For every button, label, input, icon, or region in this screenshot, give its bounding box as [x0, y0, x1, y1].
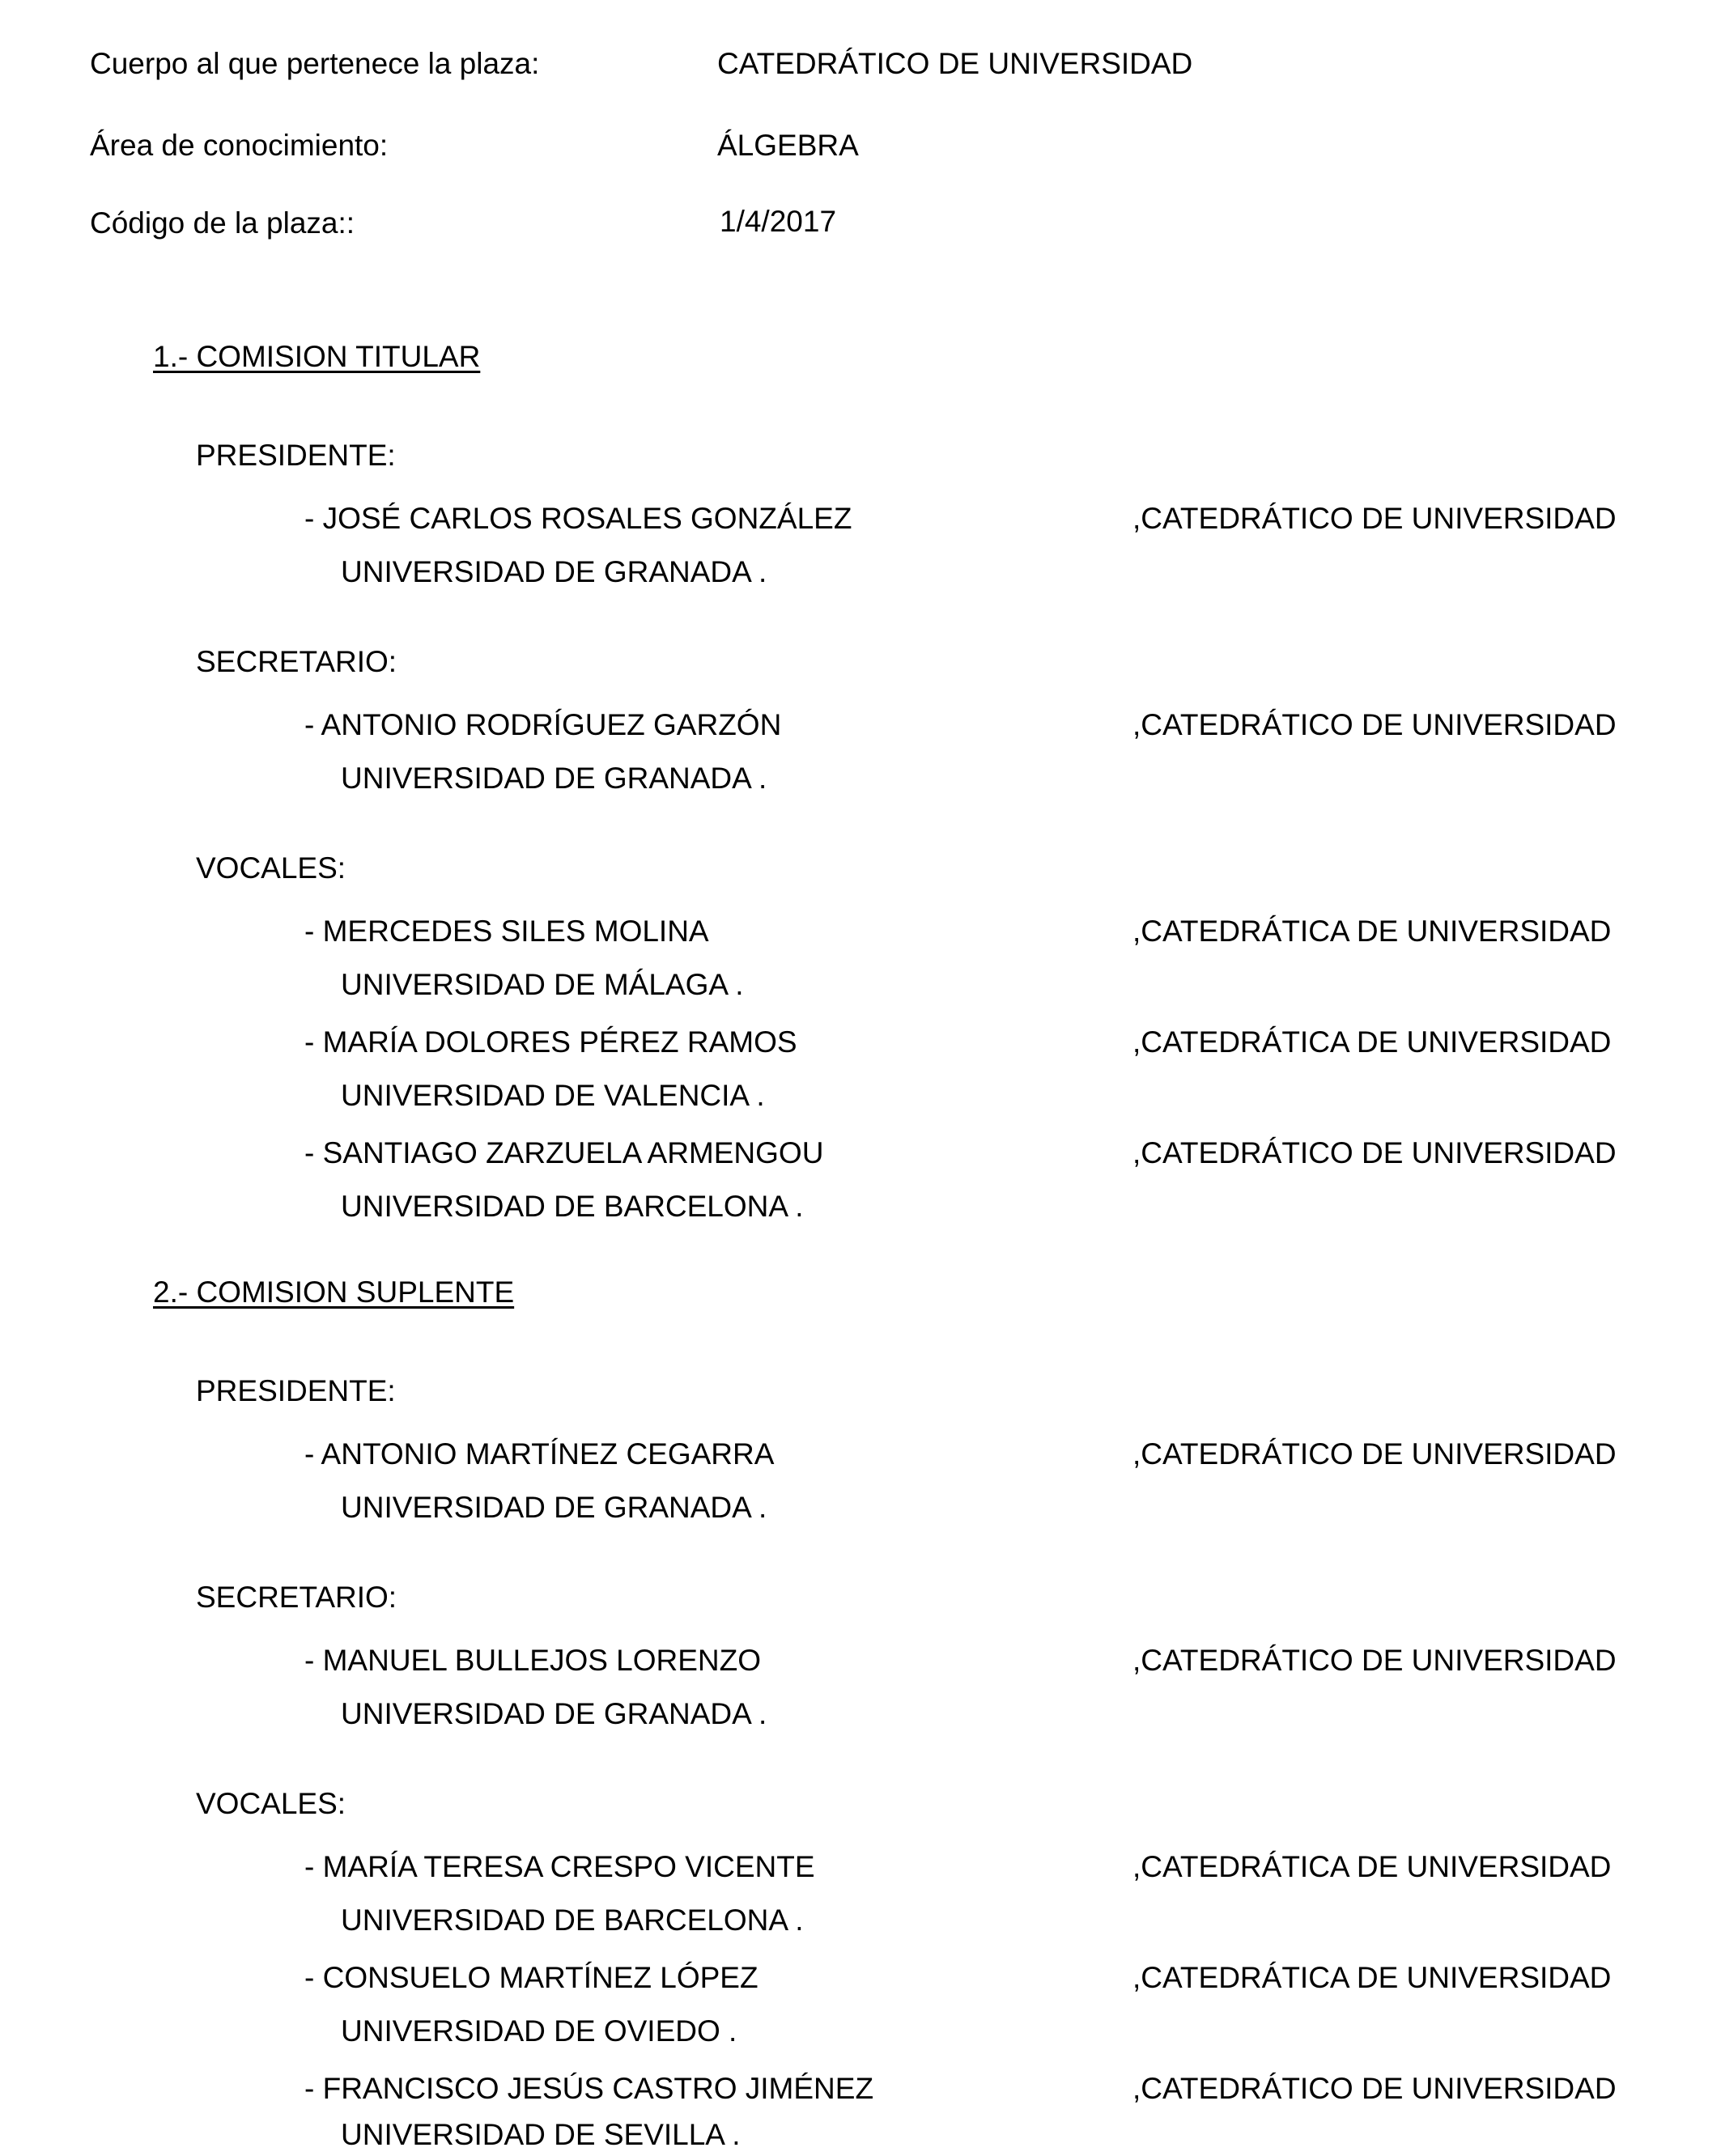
- suplente-heading: 2.- COMISION SUPLENTE: [153, 1275, 515, 1309]
- suplente-vocal-2-title: ,CATEDRÁTICA DE UNIVERSIDAD: [1132, 1961, 1612, 1994]
- titular-vocal-2-university: UNIVERSIDAD DE VALENCIA .: [341, 1079, 765, 1112]
- titular-secretario-name: - ANTONIO RODRÍGUEZ GARZÓN: [304, 708, 782, 741]
- titular-presidente-label: PRESIDENTE:: [196, 439, 396, 472]
- suplente-vocales-label: VOCALES:: [196, 1787, 346, 1820]
- suplente-vocal-2-name: - CONSUELO MARTÍNEZ LÓPEZ: [304, 1961, 759, 1994]
- suplente-presidente-university: UNIVERSIDAD DE GRANADA .: [341, 1491, 767, 1524]
- suplente-vocal-3-university: UNIVERSIDAD DE SEVILLA .: [341, 2118, 741, 2151]
- titular-vocal-3-university: UNIVERSIDAD DE BARCELONA .: [341, 1190, 804, 1223]
- titular-secretario-title: ,CATEDRÁTICO DE UNIVERSIDAD: [1132, 708, 1617, 741]
- titular-secretario-university: UNIVERSIDAD DE GRANADA .: [341, 762, 767, 795]
- titular-presidente-title: ,CATEDRÁTICO DE UNIVERSIDAD: [1132, 502, 1617, 535]
- titular-heading: 1.- COMISION TITULAR: [153, 340, 481, 373]
- titular-vocal-1-title: ,CATEDRÁTICA DE UNIVERSIDAD: [1132, 915, 1612, 948]
- codigo-label: Código de la plaza::: [90, 206, 355, 240]
- suplente-vocal-1-name: - MARÍA TERESA CRESPO VICENTE: [304, 1850, 815, 1883]
- titular-presidente-name: - JOSÉ CARLOS ROSALES GONZÁLEZ: [304, 502, 852, 535]
- cuerpo-value: CATEDRÁTICO DE UNIVERSIDAD: [717, 47, 1193, 80]
- titular-vocal-3-name: - SANTIAGO ZARZUELA ARMENGOU: [304, 1136, 824, 1169]
- codigo-value: 1/4/2017: [720, 205, 837, 238]
- suplente-presidente-label: PRESIDENTE:: [196, 1374, 396, 1407]
- titular-vocales-label: VOCALES:: [196, 851, 346, 885]
- suplente-vocal-1-title: ,CATEDRÁTICA DE UNIVERSIDAD: [1132, 1850, 1612, 1883]
- titular-vocal-3-title: ,CATEDRÁTICO DE UNIVERSIDAD: [1132, 1136, 1617, 1169]
- suplente-secretario-university: UNIVERSIDAD DE GRANADA .: [341, 1697, 767, 1730]
- area-value: ÁLGEBRA: [717, 129, 859, 162]
- suplente-vocal-2-university: UNIVERSIDAD DE OVIEDO .: [341, 2014, 737, 2048]
- cuerpo-label: Cuerpo al que pertenece la plaza:: [90, 47, 540, 80]
- suplente-presidente-name: - ANTONIO MARTÍNEZ CEGARRA: [304, 1437, 775, 1471]
- titular-presidente-university: UNIVERSIDAD DE GRANADA .: [341, 555, 767, 588]
- titular-vocal-2-name: - MARÍA DOLORES PÉREZ RAMOS: [304, 1025, 797, 1059]
- suplente-presidente-title: ,CATEDRÁTICO DE UNIVERSIDAD: [1132, 1437, 1617, 1471]
- titular-secretario-label: SECRETARIO:: [196, 645, 397, 678]
- suplente-secretario-label: SECRETARIO:: [196, 1581, 397, 1614]
- suplente-secretario-name: - MANUEL BULLEJOS LORENZO: [304, 1644, 762, 1677]
- suplente-vocal-1-university: UNIVERSIDAD DE BARCELONA .: [341, 1903, 804, 1937]
- suplente-vocal-3-title: ,CATEDRÁTICO DE UNIVERSIDAD: [1132, 2072, 1617, 2105]
- suplente-secretario-title: ,CATEDRÁTICO DE UNIVERSIDAD: [1132, 1644, 1617, 1677]
- area-label: Área de conocimiento:: [90, 129, 389, 162]
- titular-vocal-2-title: ,CATEDRÁTICA DE UNIVERSIDAD: [1132, 1025, 1612, 1059]
- titular-vocal-1-university: UNIVERSIDAD DE MÁLAGA .: [341, 968, 744, 1001]
- titular-vocal-1-name: - MERCEDES SILES MOLINA: [304, 915, 709, 948]
- suplente-vocal-3-name: - FRANCISCO JESÚS CASTRO JIMÉNEZ: [304, 2072, 874, 2105]
